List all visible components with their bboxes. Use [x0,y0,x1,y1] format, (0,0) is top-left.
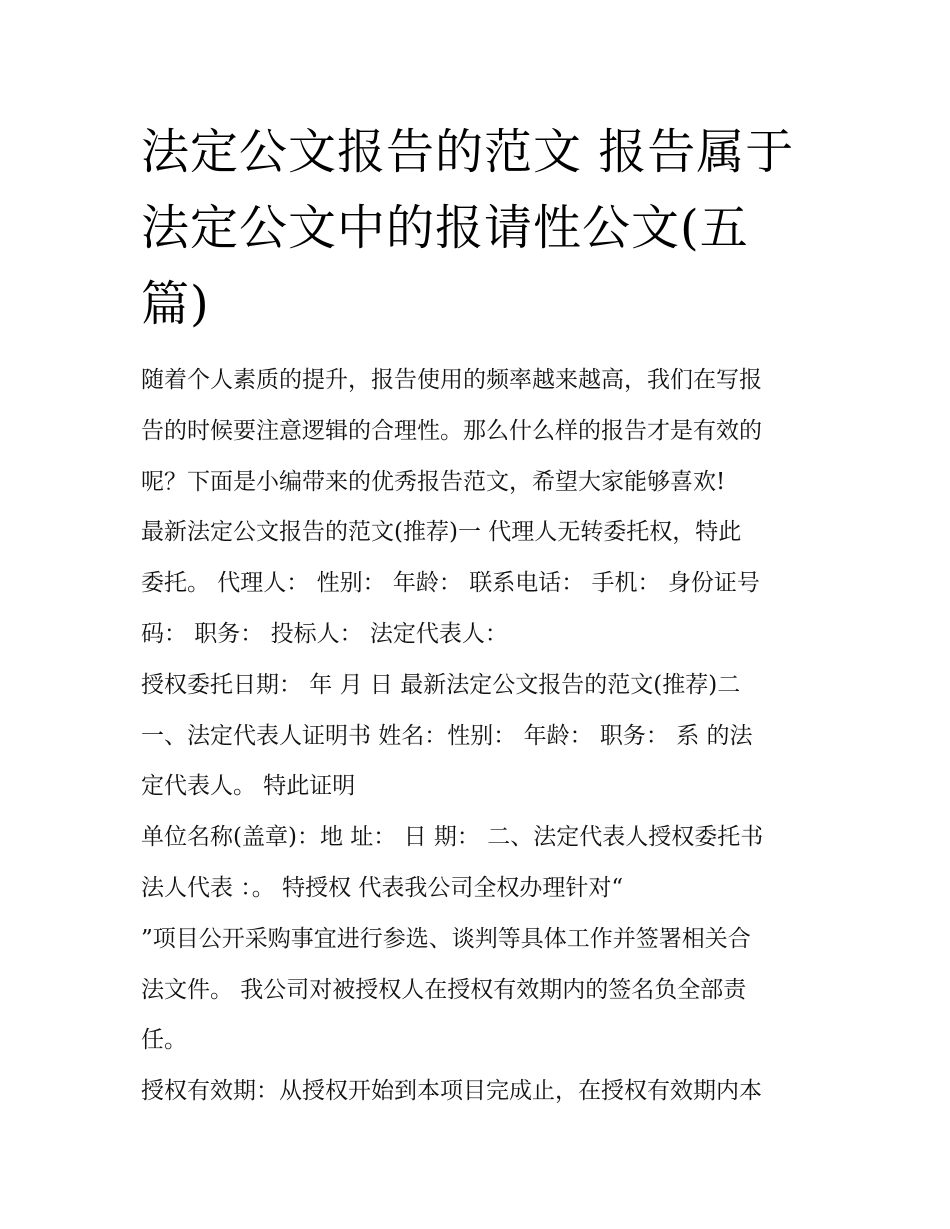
body-line: 呢？下面是小编带来的优秀报告范文，希望大家能够喜欢! [141,468,726,495]
body-line: 码： 职务： 投标人： 法定代表人： [141,620,508,647]
body-line: 授权委托日期： 年 月 日 最新法定公文报告的范文(推荐)二 [141,671,741,698]
document-body [141,355,831,1117]
body-line: 随着个人素质的提升，报告使用的频率越来越高，我们在写报 [141,367,762,393]
body-line: 单位名称(盖章)：地 址： 日 期： 二、法定代表人授权委托书 [141,824,764,851]
body-line: 委托。 代理人： 性别： 年龄： 联系电话： 手机： 身份证号 [141,570,760,597]
body-line: 最新法定公文报告的范文(推荐)一 代理人无转委托权，特此 [141,519,742,546]
body-line: ”项目公开采购事宜进行参选、谈判等具体工作并签署相关合 [141,925,751,952]
body-line: 一、法定代表人证明书 姓名：性别： 年龄： 职务： 系 的法 [141,722,753,749]
body-line: 授权有效期：从授权开始到本项目完成止，在授权有效期内本 [141,1078,762,1105]
body-line: 法文件。 我公司对被授权人在授权有效期内的签名负全部责 [141,976,747,1003]
body-line: 法人代表 ：。 特授权 代表我公司全权办理针对“ [141,874,624,901]
body-line: 任。 [141,1027,187,1054]
title-line-2: 法定公文中的报请性公文(五 [141,200,749,256]
title-line-1: 法定公文报告的范文 报告属于 [141,124,795,180]
title-line-3: 篇) [141,276,210,332]
body-line: 定代表人。 特此证明 [141,773,356,800]
document-title [141,114,821,342]
body-line: 告的时候要注意逻辑的合理性。那么什么样的报告才是有效的 [141,417,762,444]
